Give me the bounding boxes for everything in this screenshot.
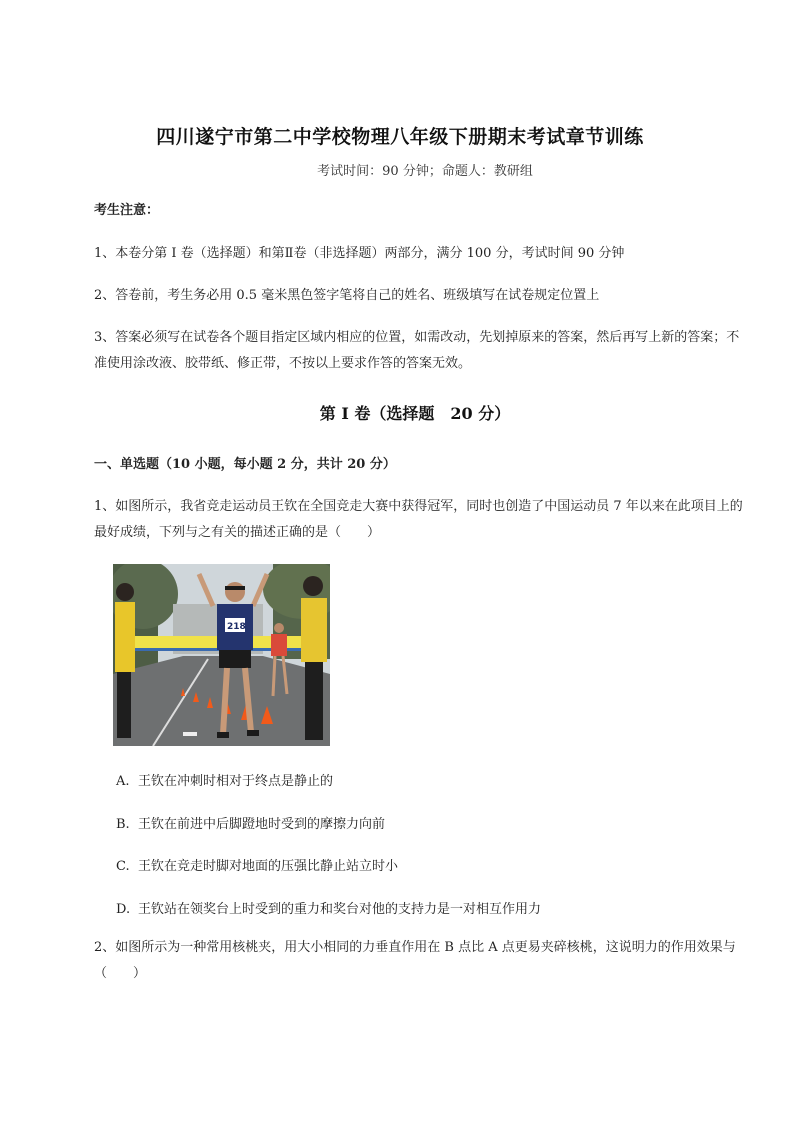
notice-item-3: 3、答案必须写在试卷各个题目指定区域内相应的位置，如需改动，先划掉原来的答案，然后再写上新的答案；不准使用涂改液、胶带纸、修正带，不按以上要求作答的答案无效。 <box>94 330 740 371</box>
option-letter: B. <box>116 817 130 832</box>
part-heading: 一、单选题（10 小题，每小题 2 分，共计 20 分） <box>94 457 396 472</box>
question-1-text: 1、如图所示，我省竞走运动员王钦在全国竞走大赛中获得冠军，同时也创造了中国运动员 7 年以来在此项目上的最好成绩，下列与之有关的描述正确的是（ ） <box>94 499 743 540</box>
option-a <box>116 770 333 789</box>
notice-item-2: 2、答卷前，考生务必用 0.5 毫米黑色签字笔将自己的姓名、班级填写在试卷规定位置上 <box>94 288 600 303</box>
option-d <box>116 898 541 917</box>
page-title: 四川遂宁市第二中学校物理八年级下册期末考试章节训练 <box>156 126 644 148</box>
section-title: 第 I 卷（选择题 20 分） <box>319 404 511 423</box>
option-text: 王钦站在领奖台上时受到的重力和奖台对他的支持力是一对相互作用力 <box>138 902 542 917</box>
option-letter: A. <box>116 774 130 789</box>
option-text: 王钦在冲刺时相对于终点是静止的 <box>138 774 334 789</box>
question-2-text: 2、如图所示为一种常用核桃夹，用大小相同的力垂直作用在 B 点比 A 点更易夹碎核桃，这说明力的作用效果与（ ） <box>94 940 736 981</box>
option-text: 王钦在竞走时脚对地面的压强比静止站立时小 <box>138 859 399 874</box>
option-text: 王钦在前进中后脚蹬地时受到的摩擦力向前 <box>138 817 386 832</box>
option-letter: D. <box>116 902 131 917</box>
exam-info: 考试时间：90 分钟；命题人：教研组 <box>317 164 533 179</box>
notice-item-1: 1、本卷分第 I 卷（选择题）和第Ⅱ卷（非选择题）两部分，满分 100 分，考试时间 90 分钟 <box>94 246 625 261</box>
option-c <box>116 855 398 874</box>
option-letter: C. <box>116 859 130 874</box>
bib-number: 218 <box>227 622 246 632</box>
notice-heading: 考生注意： <box>94 203 160 218</box>
option-b <box>116 813 385 832</box>
race-walker-photo <box>113 564 330 746</box>
